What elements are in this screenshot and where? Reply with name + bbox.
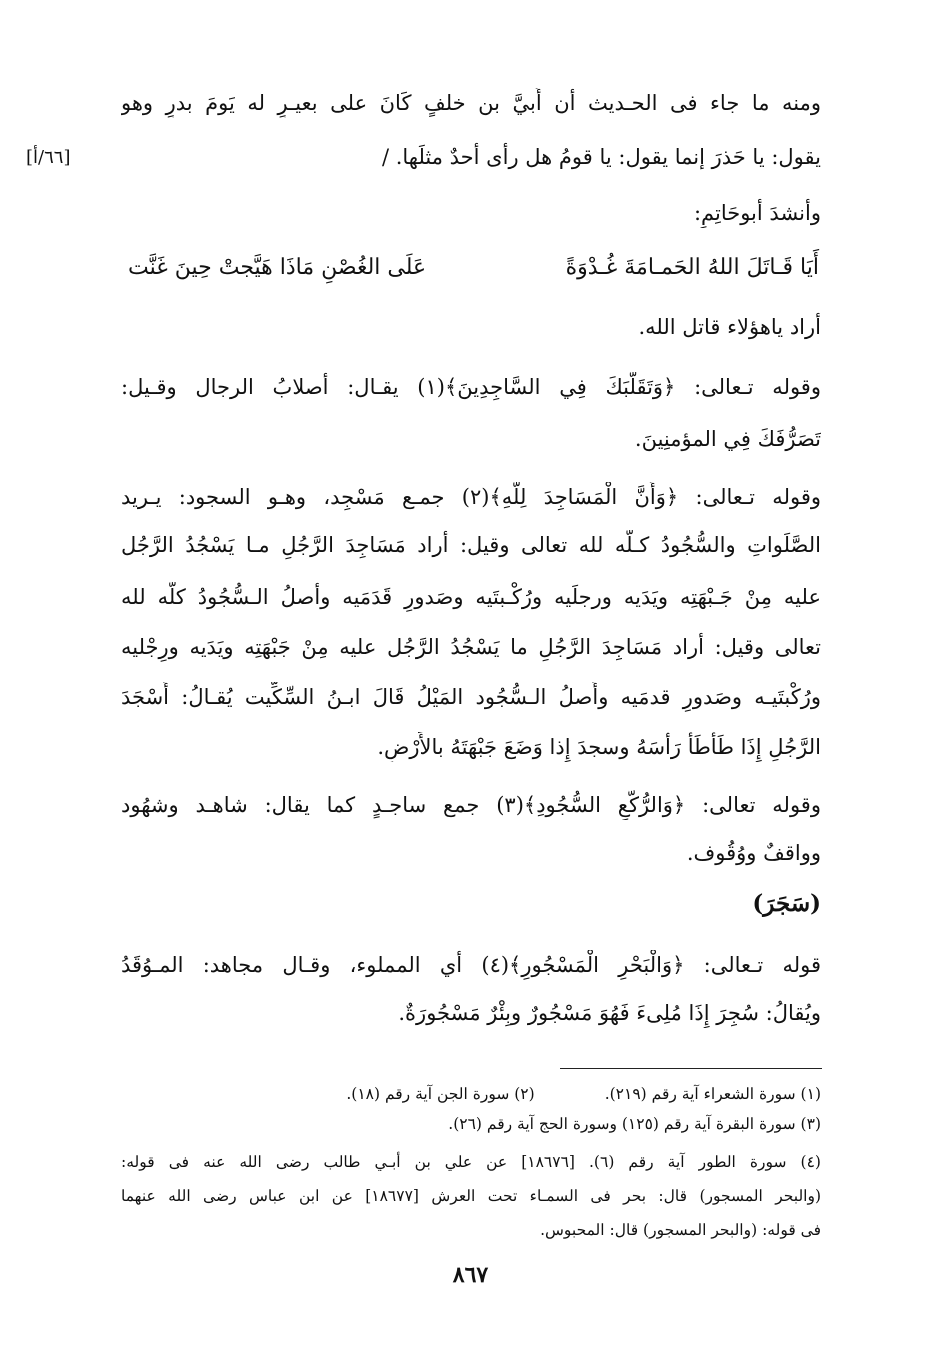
- body-line-16: ويُقالُ: سُجِرَ إِذَا مُلِىءَ فَهُوَ مَسْجُورٌ وبِئْرٌ مَسْجُورَةٌ.: [398, 1001, 821, 1025]
- body-line-5: وقوله تـعالى: ﴿وَتَقَلُّبَكَ فِي السَّاجِدِينَ﴾(١) يقـال: أصلابُ الرجال وقـيل:: [121, 375, 821, 399]
- body-line-6: تَصَرُّفَكَ فِي المؤمنِينَ.: [634, 427, 821, 451]
- footnote-3: (٣) سورة البقرة آية رقم (١٢٥) وسورة الحج آية رقم (٢٦).: [448, 1115, 821, 1133]
- verse-second-hemistich: عَلَى الغُصْنِ مَاذَا هَيَّجتْ حِينَ غَنَّت: [128, 255, 427, 280]
- body-line-15: قوله تـعالى: ﴿وَالْبَحْرِ الْمَسْجُورِ﴾(٤) أي المملوء، وقـال مجاهد: المـوُقَدُ: [121, 953, 821, 977]
- footnote-4-line-2: (والبحر المسجور) قال: بحر فى السمـاء تحت العرش [١٨٦٧٧] عن ابن عباس رضى الله عنهما: [121, 1187, 821, 1205]
- body-line-14: وواقفٌ ووُقُوف.: [686, 841, 821, 865]
- footnote-separator: [560, 1068, 822, 1069]
- footnote-row-1: [121, 1082, 821, 1106]
- body-line-1: ومنه ما جاء فى الحـديث أن أُبيَّ بن خلفٍ كَانَ على بعيـرٍ له يَومَ بدرٍ وهو: [121, 91, 821, 115]
- body-line-9: عليه مِنْ جَـبْهَتِه ويَدَيه ورجلَيه ورُكْـبتَيه وصَدورِ قَدَمَيه وأصلُ الـسُّجُودُ كلُّه لله: [121, 585, 821, 609]
- body-line-12: الرَّجُلِ إِذَا طَأْطَأَ رَأْسَهُ وسجدَ إِذا وَضَعَ جَبْهَتَهُ بالأَرْضِ.: [377, 735, 821, 759]
- section-heading: (سَجَرَ): [752, 890, 821, 917]
- body-line-10: تعالى وقيل: أراد مَسَاجِدَ الرَّجُلِ ما يَسْجُدُ الرَّجُل عليه مِنْ جَبْهَتِه ويَدَيه ورِجْليه: [121, 635, 821, 659]
- page-number: ٨٦٧: [452, 1262, 489, 1288]
- body-line-2: يقول: يا حَذرَ إنما يقول: يا قومُ هل رأى أحدٌ مثلَها. /: [381, 145, 821, 169]
- body-line-11: ورُكْبتَيـه وصَدورِ قدمَيه وأَصلُ الـسُّجُود المَيْلُ قَالَ ابـنُ السِّكِّيت يُقـالُ: أَسْجَدَ: [121, 685, 821, 709]
- footnote-1: (١) سورة الشعراء آية رقم (٢١٩).: [604, 1085, 821, 1103]
- margin-reference: [٦٦/أ]: [26, 147, 71, 168]
- verse-first-hemistich: أَيَا قَـاتَلَ اللهُ الحَمـامَةَ غُـدْوَةً: [565, 255, 819, 280]
- body-line-4: أراد ياهؤلاء قاتل الله.: [638, 315, 821, 339]
- footnote-4-line-3: فى قوله: (والبحر المسجور) قال: المحبوس.: [540, 1221, 821, 1239]
- body-line-13: وقوله تعالى: ﴿وَالرُّكَّعِ السُّجُودِ﴾(٣) جمع ساجـدٍ كما يقال: شاهـد وشهُود: [121, 793, 821, 817]
- footnote-2: (٢) سورة الجن آية رقم (١٨).: [346, 1085, 535, 1103]
- body-line-3: وأنشدَ أبوحَاتِمٍ:: [693, 201, 821, 225]
- body-line-8: الصَّلَواتِ والسُّجُودُ كـلُّه لله تعالى وقيل: أراد مَسَاجِدَ الرَّجُلِ مـا يَسْجُدُ الرَّجُل: [121, 533, 821, 557]
- footnote-4-line-1: (٤) سورة الطور آية رقم (٦). [١٨٦٧٦] عن علي بن أبـي طالب رضى الله عنه فى قوله:: [121, 1153, 821, 1171]
- body-line-7: وقوله تـعالى: ﴿وَأَنَّ الْمَسَاجِدَ لِلَّهِ﴾(٢) جمـع مَسْجِد، وهـو السجود: يـريد: [121, 485, 821, 509]
